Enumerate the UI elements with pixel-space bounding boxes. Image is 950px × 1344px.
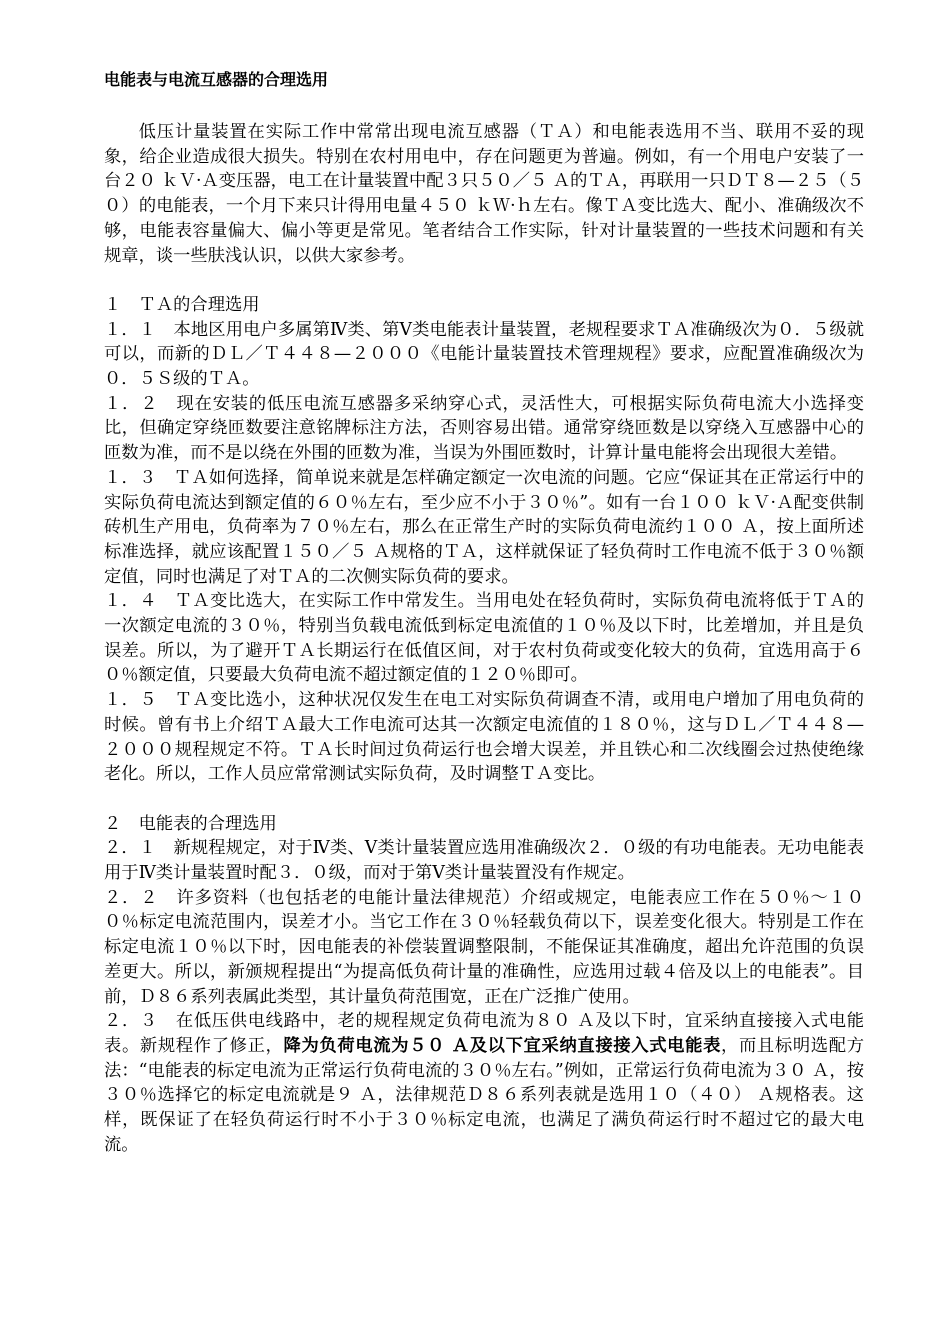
intro-paragraph: 低压计量装置在实际工作中常常出现电流互感器（ＴＡ）和电能表选用不当、联用不妥的现象，给企业造成很大损失。特别在农村用电中，存在问题更为普遍。例如，有一个用电户安装了一台２０ ｋＶ·Ａ变压器，电工在计量装置中配３只５０／５ Ａ的ＴＡ，再联用一只ＤＴ８—２５（５０）的电能表，一个月下来只计得用电量４５０ ｋＷ·ｈ左右。像ＴＡ变比选大、配小、准确级次不够，电能表容量偏大、偏小等更是常见。笔者结合工作实际，针对计量装置的一些技术问题和有关规章，谈一些肤浅认识，以供大家参考。 [104,122,864,266]
section-2-item-3-text-a: ２．３ 在低压供电线路中，老的规程规定负荷电流为８０ Ａ及以下时，宜采纳直接接入式电能表。新规程作了修正， [104,1011,864,1056]
section-2-item-2: ２．２ 许多资料（也包括老的电能计量法律规范）介绍或规定，电能表应工作在５０％～１００％标定电流范围内，误差才小。当它工作在３０％轻载负荷以下，误差变化很大。特别是工作在标定电流１０％以下时，因电能表的补偿装置调整限制，不能保证其准确度，超出允许范围的负误差更大。所以，新颁规程提出“为提高低负荷计量的准确性，应选用过载４倍及以上的电能表”。目前，Ｄ８６系列表属此类型，其计量负荷范围宽，正在广泛推广使用。 [104,887,864,1007]
section-1-item-1: １．１ 本地区用电户多属第Ⅳ类、第Ⅴ类电能表计量装置，老规程要求ＴＡ准确级次为０．５级就可以，而新的ＤＬ／Ｔ４４８—２０００《电能计量装置技术管理规程》要求，应配置准确级次为０．５Ｓ级的ＴＡ。 [104,319,864,390]
section-1-heading: １ ＴＡ的合理选用 [104,294,260,315]
document-page [104,68,864,1158]
section-2-item-3-bold: 降为负荷电流为５０ Ａ及以下宜采纳直接接入式电能表 [283,1035,722,1056]
section-2-heading: ２ 电能表的合理选用 [104,813,277,834]
spacer [104,787,864,812]
section-2-item-3 [104,1009,864,1157]
section-1-item-5: １．５ ＴＡ变比选小，这种状况仅发生在电工对实际负荷调查不清，或用电户增加了用电负荷的时候。曾有书上介绍ＴＡ最大工作电流可达其一次额定电流值的１８０％，这与ＤＬ／Ｔ４４８—２０００规程规定不符。ＴＡ长时间过负荷运行也会增大误差，并且铁心和二次线圈会过热使绝缘老化。所以，工作人员应常常测试实际负荷，及时调整ＴＡ变比。 [104,690,864,785]
section-2-item-3-text-b: ，而且标明选配方法：“电能表的标定电流为正常运行负荷电流的３０％左右。”例如，正常运行负荷电流为３０ Ａ，按３０％选择它的标定电流就是９ Ａ，法律规范Ｄ８６系列表就是选用１０（４０） Ａ规格表。这样，既保证了在轻负荷运行时不小于３０％标定电流，也满足了满负荷运行时不超过它的最大电流。 [104,1035,864,1155]
section-2-item-1: ２．１ 新规程规定，对于Ⅳ类、Ⅴ类计量装置应选用准确级次２．０级的有功电能表。无功电能表用于Ⅳ类计量装置时配３．０级，而对于第Ⅴ类计量装置没有作规定。 [104,838,864,884]
section-1-item-3: １．３ ＴＡ如何选择，简单说来就是怎样确定额定一次电流的问题。它应“保证其在正常运行中的实际负荷电流达到额定值的６０％左右，至少应不小于３０％”。如有一台１００ ｋＶ·Ａ配变供制砖机生产用电，负荷率为７０％左右，那么在正常生产时的实际负荷电流约１００ Ａ，按上面所述标准选择，就应该配置１５０／５ Ａ规格的ＴＡ，这样就保证了轻负荷时工作电流不低于３０％额定值，同时也满足了对ＴＡ的二次侧实际负荷的要求。 [104,467,864,587]
document-title: 电能表与电流互感器的合理选用 [104,70,329,89]
section-1-item-4: １．４ ＴＡ变比选大，在实际工作中常发生。当用电处在轻负荷时，实际负荷电流将低于ＴＡ的一次额定电流的３０％，特别当负载电流低到标定电流值的１０％及以下时，比差增加，并且是负误差。所以，为了避开ＴＡ长期运行在低值区间，对于农村负荷或变化较大的负荷，宜选用高于６０％额定值，只要最大负荷电流不超过额定值的１２０％即可。 [104,591,864,686]
section-1-item-2: １．２ 现在安装的低压电流互感器多采纳穿心式，灵活性大，可根据实际负荷电流大小选择变比，但确定穿绕匝数要注意铭牌标注方法，否则容易出错。通常穿绕匝数是以穿绕入互感器中心的匝数为准，而不是以绕在外围的匝数为准，当误为外围匝数时，计算计量电能将会出现很大差错。 [104,393,864,464]
spacer [104,268,864,293]
